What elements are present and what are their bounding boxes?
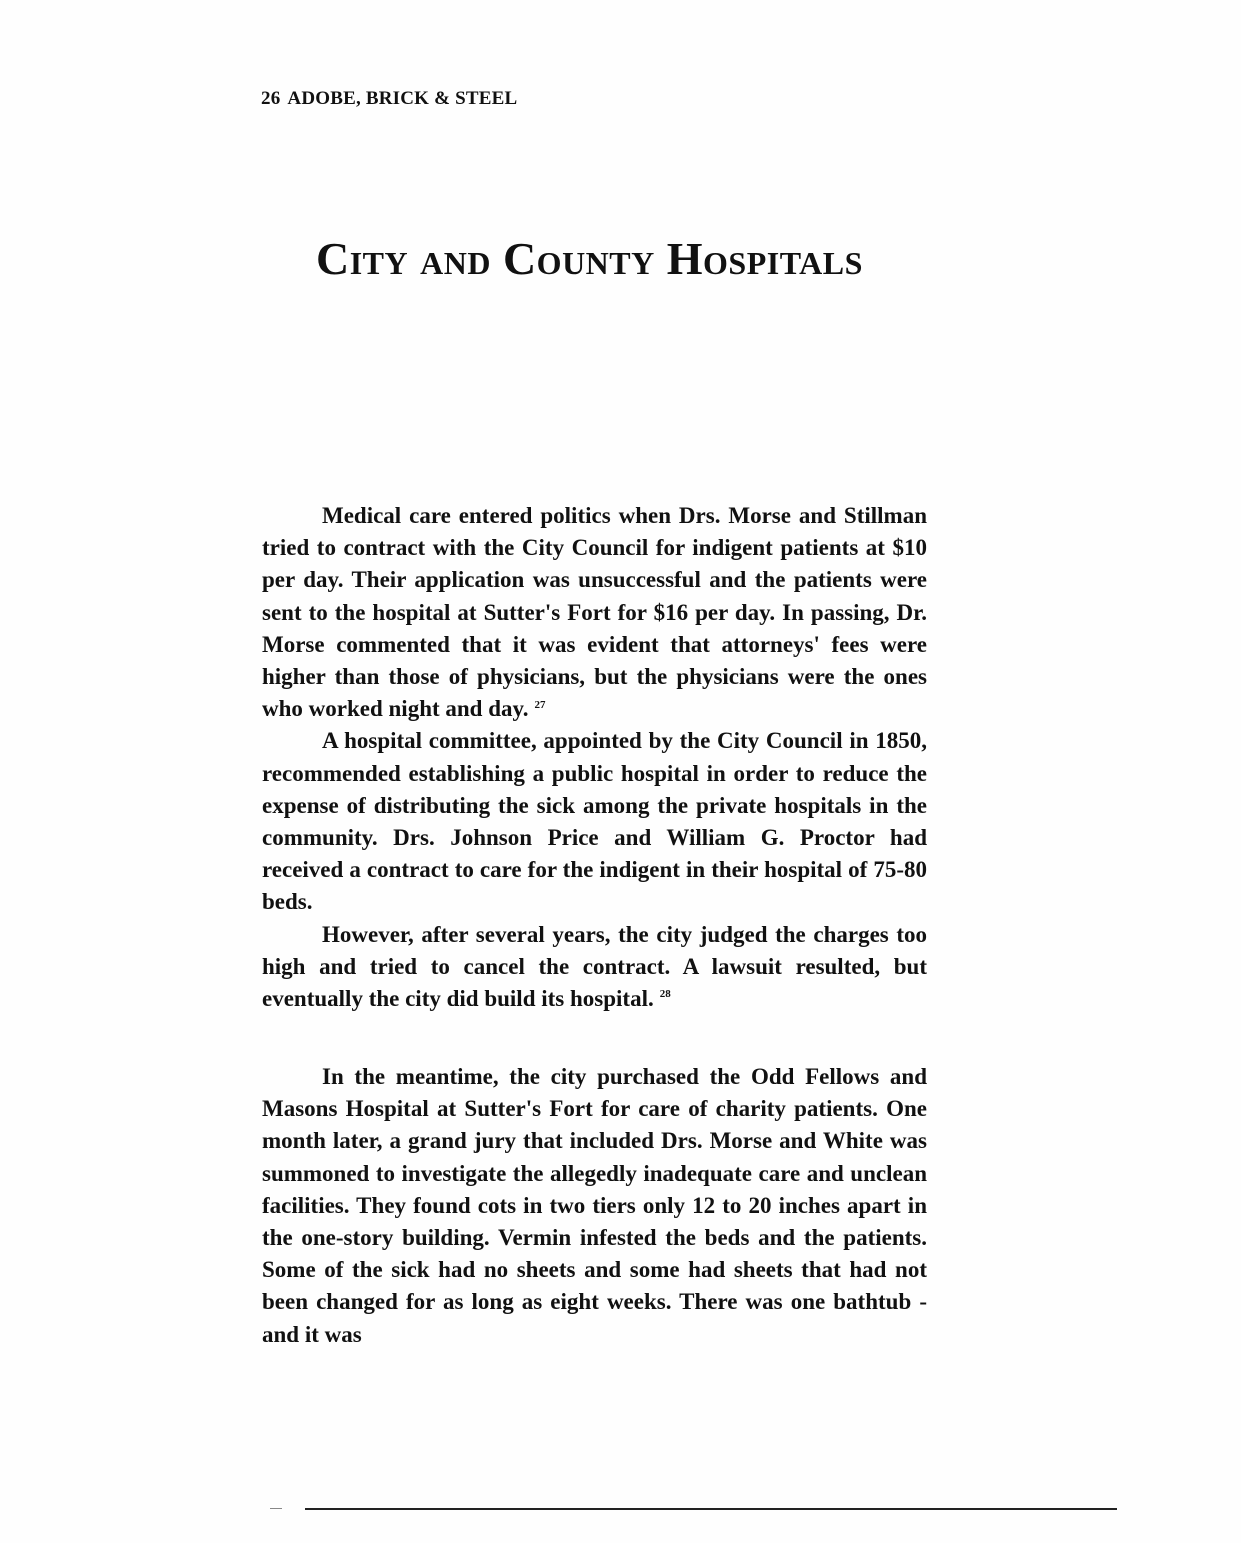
bottom-rule <box>305 1508 1117 1510</box>
paragraph <box>262 1061 927 1351</box>
paragraph <box>262 500 927 725</box>
footnote-marker: 28 <box>659 988 671 1001</box>
scan-mark <box>270 1508 282 1509</box>
body-section-2 <box>262 1061 927 1351</box>
body-section-1 <box>262 500 927 1015</box>
book-title: ADOBE, BRICK & STEEL <box>287 88 518 109</box>
footnote-marker: 27 <box>534 698 546 711</box>
paragraph-text: A hospital committee, appointed by the City Council in 1850, recommended establishing a public hospital in order to reduce the expense of distributing the sick among the private hospitals in the community. Drs. Johnson Price and William G. Proctor had received a contract to care for the indigent in their hospital of 75-80 beds. <box>262 728 927 915</box>
paragraph <box>262 725 927 918</box>
chapter-title: City and County Hospitals <box>316 233 863 284</box>
running-head <box>261 88 517 110</box>
paragraph-text: Medical care entered politics when Drs. Morse and Stillman tried to contract with the City Council for indigent patients at $10 per day. Their application was unsuccessful and the patients were sent to the hospital at Sutter's Fort for $16 per day. In passing, Dr. Morse commented that it was evident that attorneys' fees were higher than those of physicians, but the physicians were the ones who worked night and day. <box>262 503 927 722</box>
paragraph <box>262 919 927 1016</box>
page-number: 26 <box>261 88 281 109</box>
paragraph-text: However, after several years, the city judged the charges too high and tried to cancel the contract. A lawsuit resulted, but eventually the city did build its hospital. <box>262 921 927 1012</box>
paragraph-text: In the meantime, the city purchased the Odd Fellows and Masons Hospital at Sutter's Fort for care of charity patients. One month later, a grand jury that included Drs. Morse and White was summoned to investigate the allegedly inadequate care and unclean facilities. They found cots in two tiers only 12 to 20 inches apart in the one-story building. Vermin infested the beds and the patients. Some of the sick had no sheets and some had sheets that had not been changed for as long as eight weeks. There was one bathtub - and it was <box>262 1064 927 1347</box>
